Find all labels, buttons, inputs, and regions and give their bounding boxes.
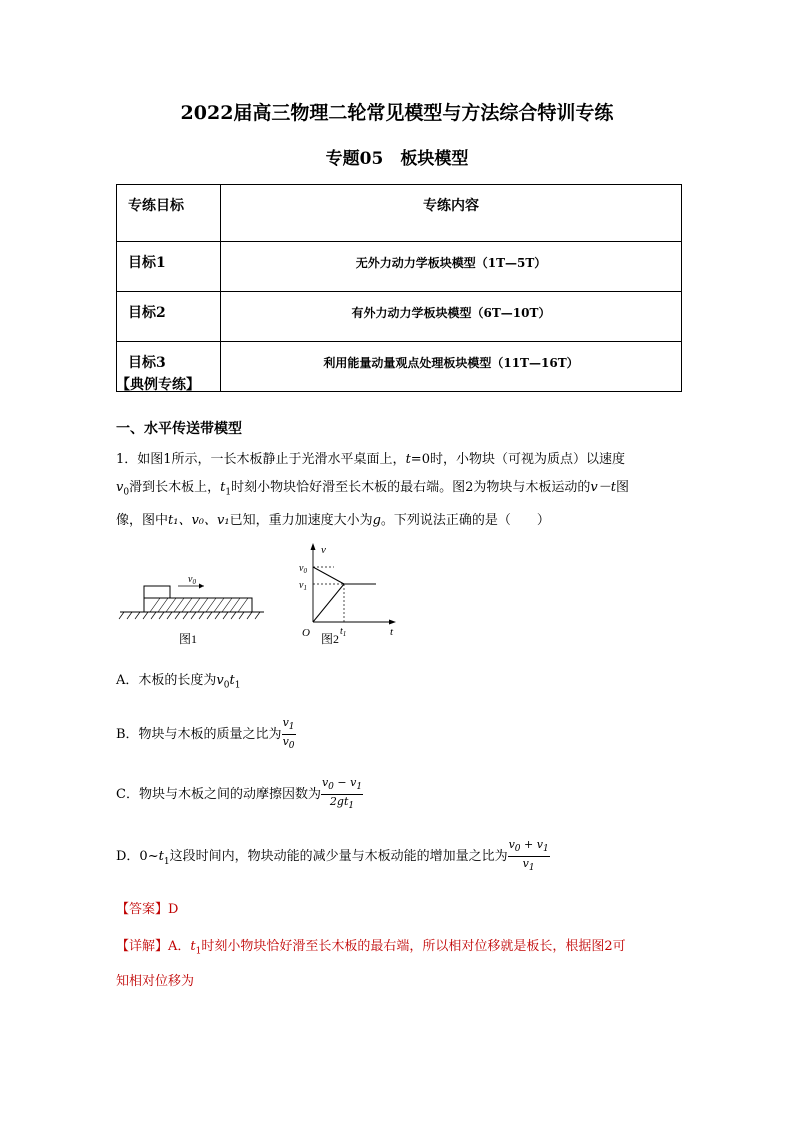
answer-detail	[116, 932, 686, 997]
content-cell: 无外力动力学板块模型（1T—5T）	[221, 242, 682, 292]
subsection-title: 一、水平传送带模型	[116, 421, 242, 437]
tick-v1: $v_1$	[299, 580, 307, 592]
stem-line-1: 1．如图1所示，一长木板静止于光滑水平桌面上，t=0时，小物块（可视为质点）以速度	[116, 452, 625, 467]
goal-cell: 目标3	[117, 342, 221, 392]
fig1-caption: 图1	[178, 632, 198, 646]
option-c[interactable]: C．物块与木板之间的动摩擦因数为 $\frac{v_0 - v_1}{2gt_1}$	[116, 776, 363, 812]
goal-cell: 目标1	[117, 242, 221, 292]
small-block	[144, 586, 170, 598]
long-board	[144, 598, 252, 612]
block-velocity-line	[313, 567, 344, 584]
question-stem	[116, 446, 686, 535]
header-content: 专练内容	[221, 185, 682, 242]
goals-table	[116, 184, 682, 392]
figure-2	[299, 543, 396, 646]
option-b[interactable]: B．物块与木板的质量之比为 $\frac{v_1}{v_0}$	[116, 716, 295, 752]
tick-v0: $v_0$	[299, 563, 307, 575]
fraction: $\frac{v_0 - v_1}{2gt_1}$	[321, 776, 363, 812]
tick-t1: $t_1$	[340, 626, 347, 638]
table-header-row	[117, 185, 682, 242]
goal-cell: 目标2	[117, 292, 221, 342]
axis-v-label: v	[321, 544, 326, 556]
content-cell: 有外力动力学板块模型（6T—10T）	[221, 292, 682, 342]
answer-label: 【答案】D	[116, 902, 179, 917]
fraction: $\frac{v_1}{v_0}$	[282, 716, 295, 752]
table-row	[117, 242, 682, 292]
table-row	[117, 292, 682, 342]
option-a[interactable]: A．木板的长度为$v_0t_1$	[116, 673, 241, 691]
main-title: 2022届高三物理二轮常见模型与方法综合特训专练	[180, 102, 614, 124]
stem-line-3: 像，图中t₁、v₀、v₁已知，重力加速度大小为g。下列说法正确的是（ ）	[116, 512, 550, 528]
stem-line-2: $v_0$滑到长木板上，$t_1$时刻小物块恰好滑至长木板的最右端。图2为物块与木板运动的v－t图	[116, 480, 629, 498]
v0-label: $v_0$	[188, 574, 196, 586]
fraction: $\frac{v_0 + v_1}{v_1}$	[508, 838, 549, 874]
board-velocity-line	[313, 584, 344, 622]
figure-1	[119, 574, 264, 646]
content-cell: 利用能量动量观点处理板块模型（11T—16T）	[221, 342, 682, 392]
header-goal: 专练目标	[117, 185, 221, 242]
fig2-caption: 图2	[320, 632, 340, 646]
detail-line-1: 【详解】A．$t_1$时刻小物块恰好滑至长木板的最右端，所以相对位移就是板长，根据图2可	[116, 939, 626, 957]
table-row	[117, 342, 682, 392]
origin-label: O	[302, 627, 310, 639]
subtitle: 专题05 板块模型	[325, 149, 469, 169]
option-d[interactable]: D．$0\sim t_1$这段时间内，物块动能的减少量与木板动能的增加量之比为 $\frac{v_0 + v_1}{v_1}$	[116, 838, 549, 874]
section-label: 【典例专练】	[116, 377, 200, 393]
axis-t-label: t	[390, 626, 394, 638]
question-figure	[116, 540, 406, 660]
detail-line-2: 知相对位移为	[116, 973, 195, 989]
